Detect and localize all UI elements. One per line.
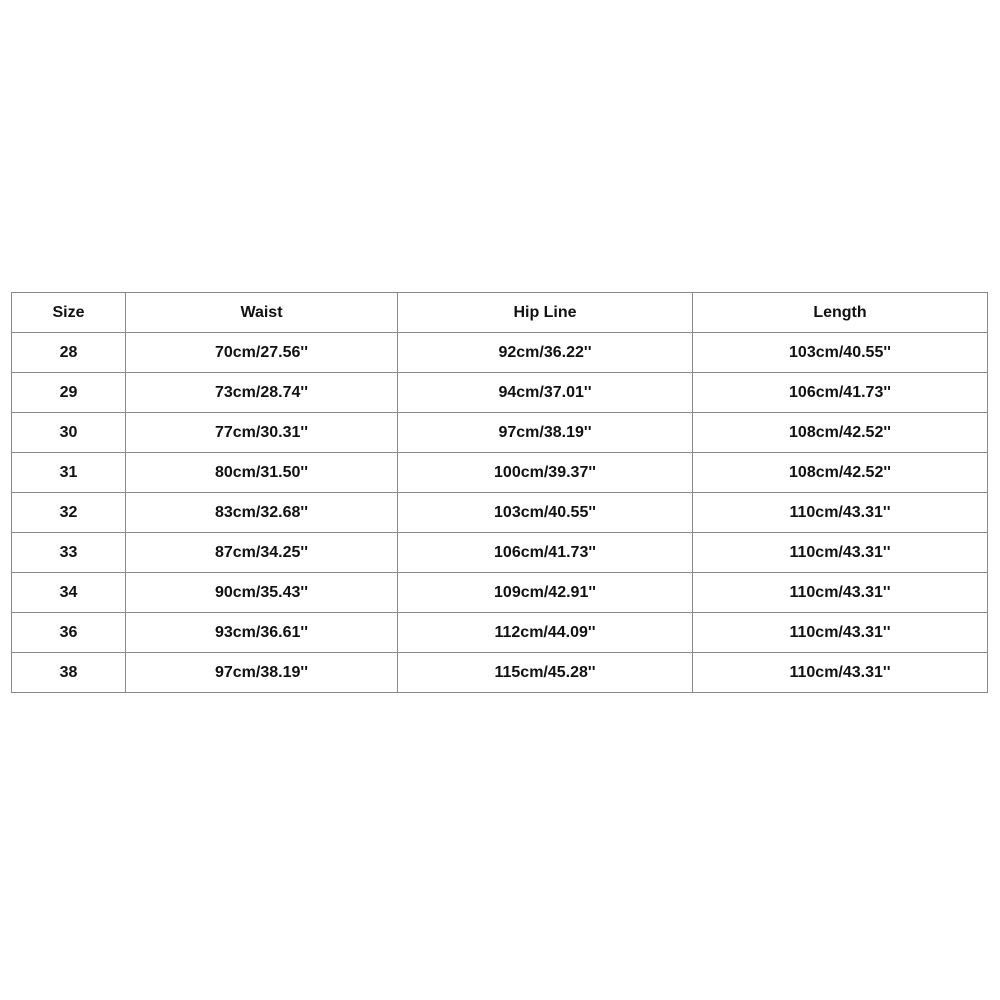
table-row: [12, 453, 988, 493]
cell-waist: 97cm/38.19'': [126, 653, 398, 693]
cell-waist: 87cm/34.25'': [126, 533, 398, 573]
table-row: [12, 653, 988, 693]
cell-waist: 80cm/31.50'': [126, 453, 398, 493]
cell-hip-line: 112cm/44.09'': [398, 613, 693, 653]
header-hip-line: Hip Line: [398, 293, 693, 333]
table-row: [12, 333, 988, 373]
cell-length: 110cm/43.31'': [693, 493, 988, 533]
header-length: Length: [693, 293, 988, 333]
cell-size: 28: [12, 333, 126, 373]
cell-length: 110cm/43.31'': [693, 533, 988, 573]
cell-hip-line: 106cm/41.73'': [398, 533, 693, 573]
cell-hip-line: 97cm/38.19'': [398, 413, 693, 453]
cell-hip-line: 109cm/42.91'': [398, 573, 693, 613]
cell-size: 30: [12, 413, 126, 453]
size-chart-body: [12, 333, 988, 693]
cell-length: 108cm/42.52'': [693, 413, 988, 453]
header-waist: Waist: [126, 293, 398, 333]
cell-size: 36: [12, 613, 126, 653]
cell-size: 32: [12, 493, 126, 533]
table-row: [12, 413, 988, 453]
cell-waist: 93cm/36.61'': [126, 613, 398, 653]
cell-waist: 70cm/27.56'': [126, 333, 398, 373]
cell-size: 29: [12, 373, 126, 413]
cell-waist: 83cm/32.68'': [126, 493, 398, 533]
cell-hip-line: 94cm/37.01'': [398, 373, 693, 413]
header-row: [12, 293, 988, 333]
table-row: [12, 373, 988, 413]
cell-waist: 73cm/28.74'': [126, 373, 398, 413]
cell-length: 106cm/41.73'': [693, 373, 988, 413]
cell-size: 31: [12, 453, 126, 493]
cell-length: 110cm/43.31'': [693, 613, 988, 653]
cell-length: 103cm/40.55'': [693, 333, 988, 373]
cell-size: 38: [12, 653, 126, 693]
cell-hip-line: 92cm/36.22'': [398, 333, 693, 373]
cell-hip-line: 103cm/40.55'': [398, 493, 693, 533]
cell-length: 108cm/42.52'': [693, 453, 988, 493]
cell-waist: 77cm/30.31'': [126, 413, 398, 453]
cell-length: 110cm/43.31'': [693, 653, 988, 693]
cell-size: 34: [12, 573, 126, 613]
cell-hip-line: 100cm/39.37'': [398, 453, 693, 493]
table-row: [12, 613, 988, 653]
table-row: [12, 493, 988, 533]
cell-waist: 90cm/35.43'': [126, 573, 398, 613]
cell-size: 33: [12, 533, 126, 573]
table-row: [12, 573, 988, 613]
cell-hip-line: 115cm/45.28'': [398, 653, 693, 693]
table-row: [12, 533, 988, 573]
cell-length: 110cm/43.31'': [693, 573, 988, 613]
header-size: Size: [12, 293, 126, 333]
size-chart-header: [12, 293, 988, 333]
size-chart-table: [11, 292, 988, 693]
